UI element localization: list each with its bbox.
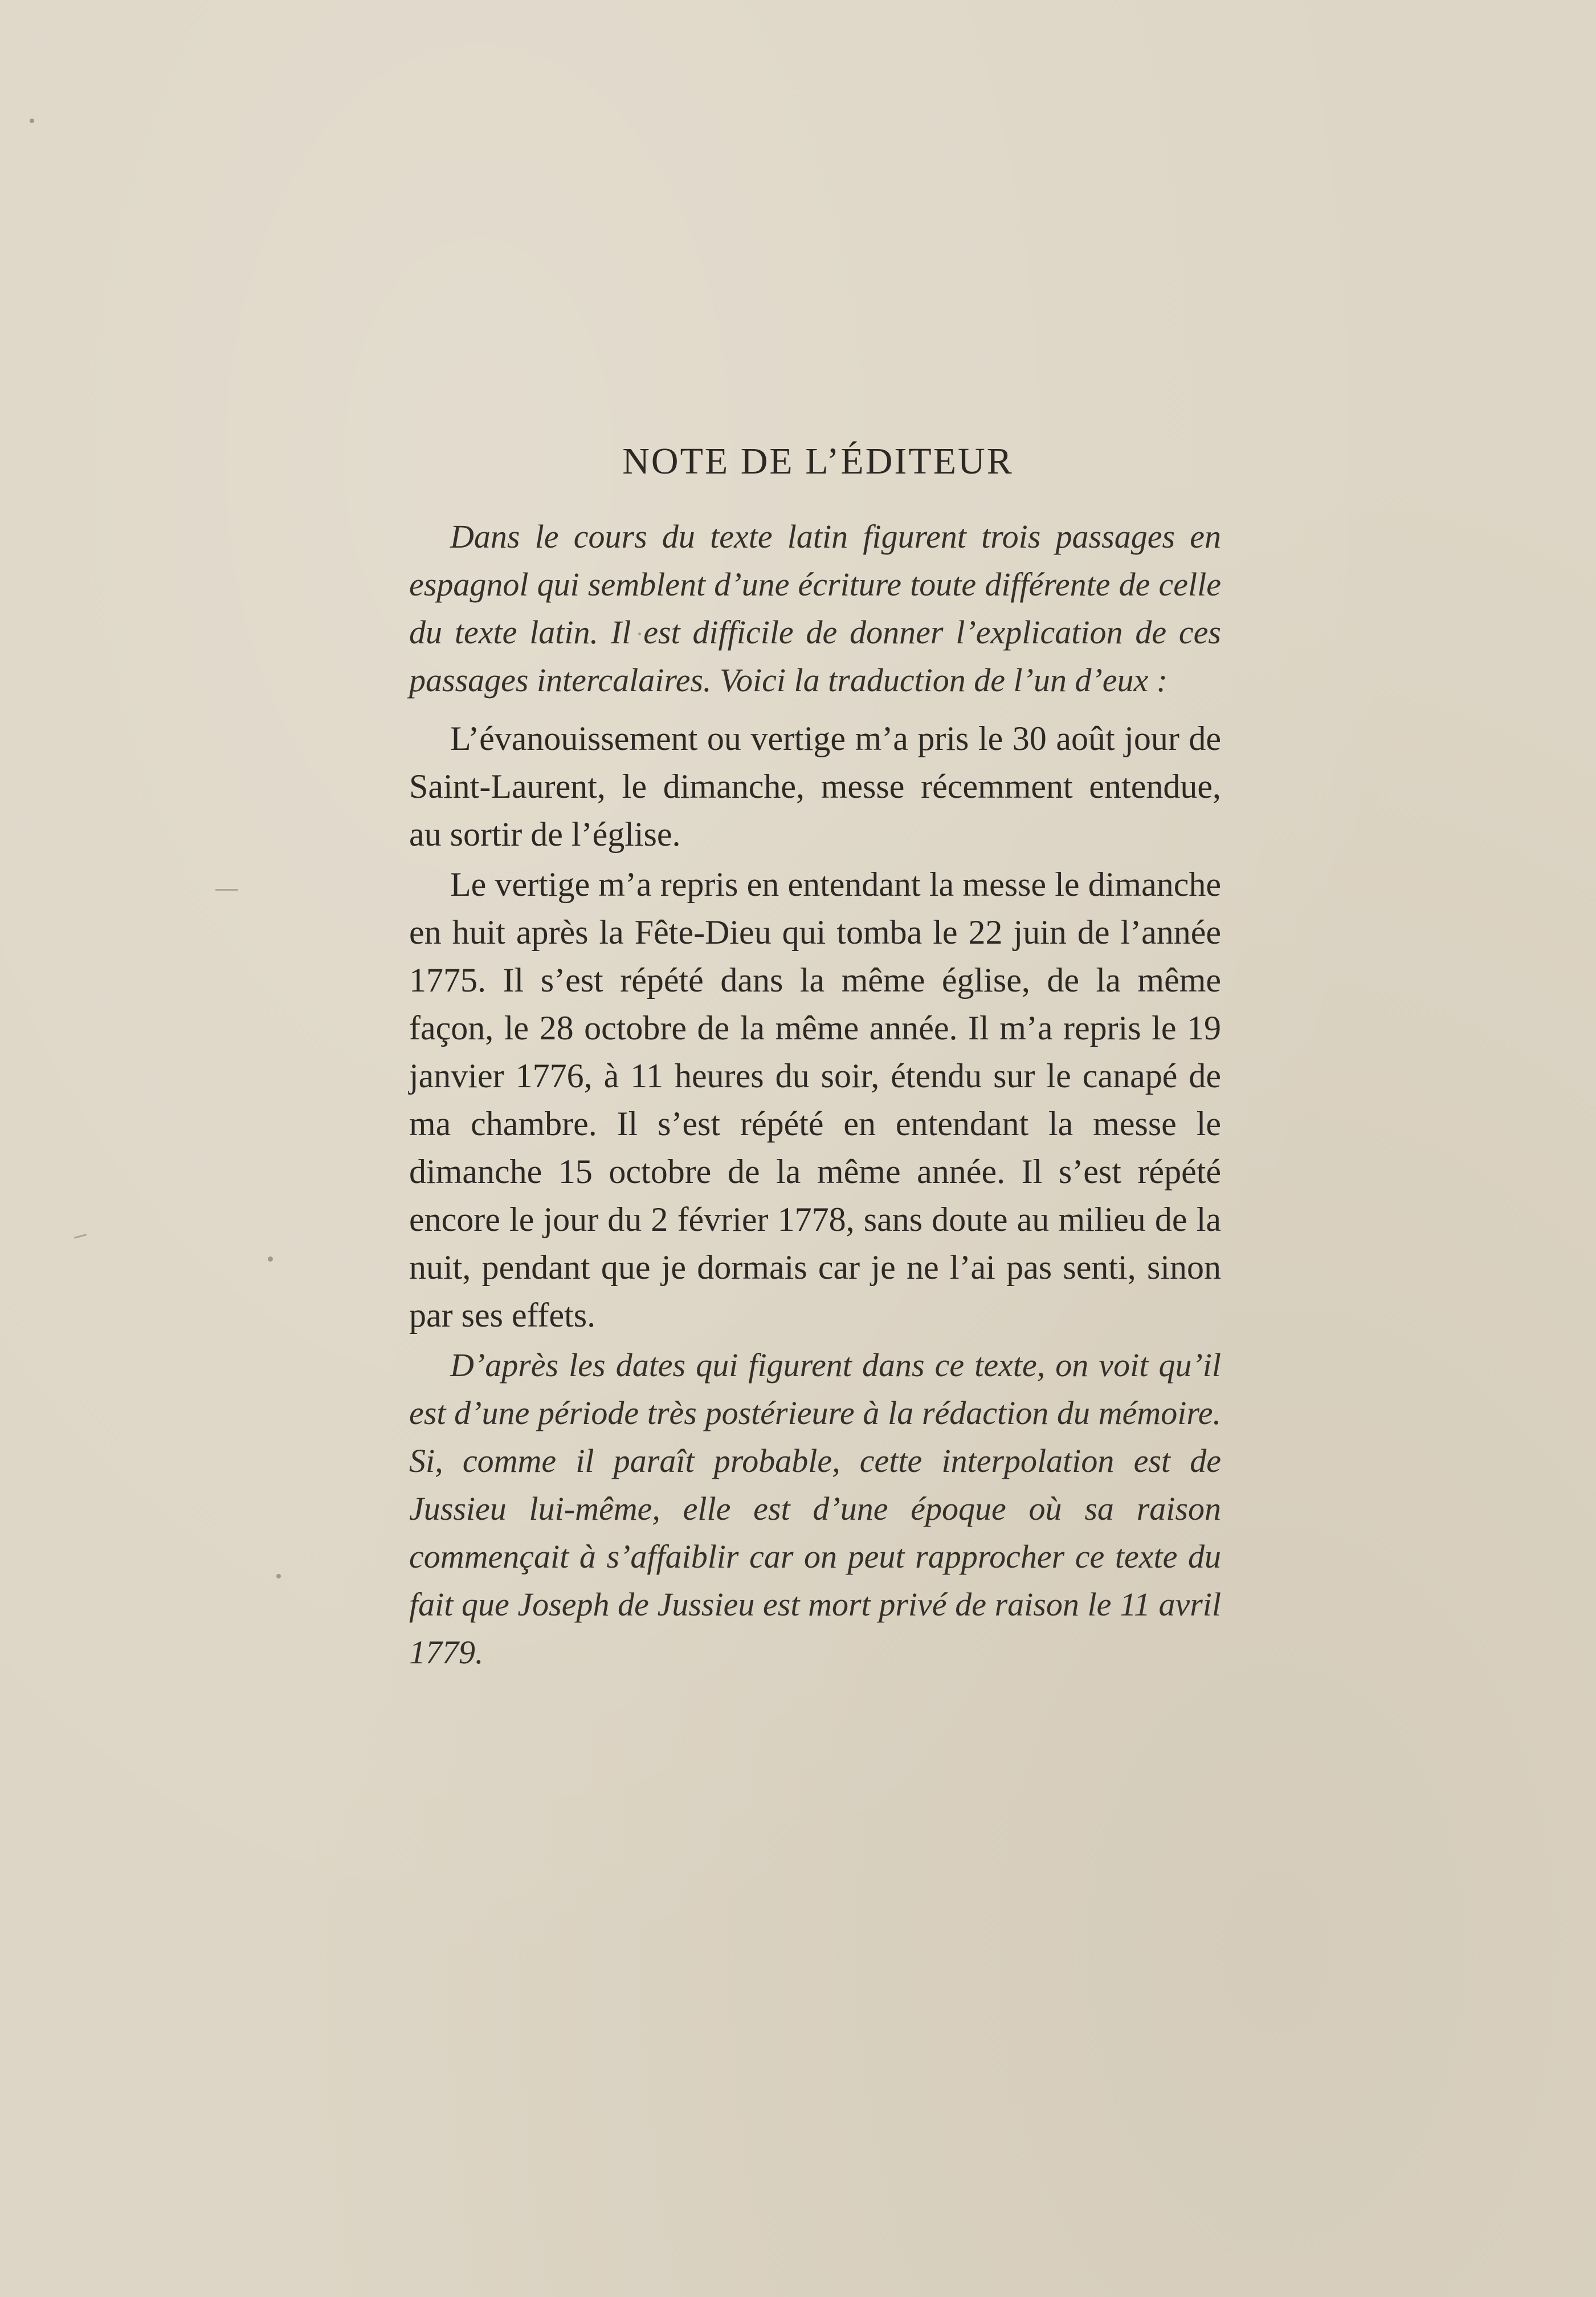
paper-speck bbox=[30, 119, 34, 123]
paper-mark bbox=[74, 1234, 87, 1239]
editor-note bbox=[409, 433, 1221, 1676]
translation-paragraph bbox=[409, 860, 1221, 1339]
conclusion-paragraph bbox=[409, 1341, 1221, 1676]
page-title: NOTE DE L’ÉDITEUR bbox=[622, 440, 1014, 482]
intro-text: Dans le cours du texte latin figurent trois passages en espagnol qui semblent d’une écriture toute différente de celle du texte latin. Il est difficile de donner l’explication de ces passages intercalaires. Voici la traduction de l’un d’eux : bbox=[409, 518, 1221, 699]
paper-speck bbox=[268, 1256, 273, 1262]
intro-paragraph bbox=[409, 513, 1221, 704]
paper-speck bbox=[276, 1574, 281, 1578]
translation-text-1: L’évanouissement ou vertige m’a pris le 30 août jour de Saint-Laurent, le dimanche, messe récemment entendue, au sortir de l’église. bbox=[409, 720, 1221, 853]
translation-paragraph bbox=[409, 715, 1221, 858]
paper-mark bbox=[215, 889, 238, 891]
translation-text-2: Le vertige m’a repris en entendant la messe le dimanche en huit après la Fête-Dieu qui tomba le 22 juin de l’année 1775. Il s’est répété dans la même église, de la même façon, le 28 octobre de la même année. Il m’a repris le 19 janvier 1776, à 11 heures du soir, étendu sur le canapé de ma chambre. Il s’est répété en entendant la messe le dimanche 15 octobre de la même année. Il s’est répété encore le jour du 2 février 1778, sans doute au milieu de la nuit, pendant que je dormais car je ne l’ai pas senti, sinon par ses effets. bbox=[409, 866, 1221, 1334]
conclusion-text: D’après les dates qui figurent dans ce texte, on voit qu’il est d’une période très postérieure à la rédaction du mémoire. Si, comme il paraît probable, cette interpolation est de Jussieu lui-même, elle est d’une époque où sa raison commençait à s’affaiblir car on peut rapprocher ce texte du fait que Joseph de Jussieu est mort privé de raison le 11 avril 1779. bbox=[409, 1347, 1221, 1671]
